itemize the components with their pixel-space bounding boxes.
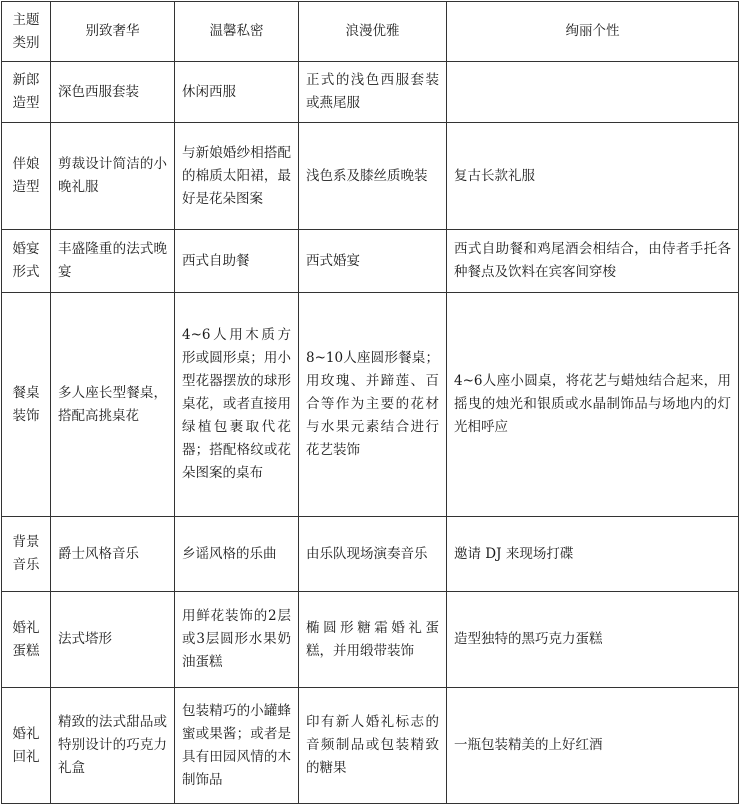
theme-header-romantic: 浪漫优雅 (299, 2, 447, 62)
table-row (2, 123, 739, 230)
theme-header-vivid: 绚丽个性 (447, 2, 739, 62)
table-cell: 印有新人婚礼标志的音频制品或包装精致的糖果 (299, 688, 447, 804)
table-cell: 与新娘婚纱相搭配的棉质太阳裙，最好是花朵图案 (175, 123, 299, 230)
table-cell: 正式的浅色西服套装或燕尾服 (299, 62, 447, 123)
table-cell: 4~6人用木质方形或圆形桌；用小型花器摆放的球形桌花，或者直接用绿植包裹取代花器；搭配格纹或花朵图案的桌布 (175, 293, 299, 517)
table-cell: 丰盛隆重的法式晚宴 (51, 230, 175, 293)
table-cell: 西式自助餐和鸡尾酒会相结合，由侍者手托各种餐点及饮料在宾客间穿梭 (447, 230, 739, 293)
row-category: 伴娘 造型 (2, 123, 51, 230)
row-category: 婚礼 回礼 (2, 688, 51, 804)
table-row (2, 592, 739, 688)
corner-header (2, 2, 51, 62)
table-row (2, 230, 739, 293)
table-cell: 由乐队现场演奏音乐 (299, 517, 447, 592)
table-cell: 爵士风格音乐 (51, 517, 175, 592)
table-cell: 西式自助餐 (175, 230, 299, 293)
table-cell: 剪裁设计简洁的小晚礼服 (51, 123, 175, 230)
table-cell: 包装精巧的小罐蜂蜜或果酱；或者是具有田园风情的木制饰品 (175, 688, 299, 804)
table-cell: 4~6人座小圆桌，将花艺与蜡烛结合起来，用摇曳的烛光和银质或水晶制饰品与场地内的灯光相呼应 (447, 293, 739, 517)
row-category: 餐桌 装饰 (2, 293, 51, 517)
corner-label-line2: 类别 (12, 34, 40, 51)
table-cell: 浅色系及膝丝质晚装 (299, 123, 447, 230)
table-cell: 法式塔形 (51, 592, 175, 688)
wedding-theme-table (1, 1, 739, 804)
table-row (2, 293, 739, 517)
theme-header-cozy: 温馨私密 (175, 2, 299, 62)
header-row (2, 2, 739, 62)
table-row (2, 688, 739, 804)
table-cell: 深色西服套装 (51, 62, 175, 123)
table-cell: 多人座长型餐桌，搭配高挑桌花 (51, 293, 175, 517)
theme-header-luxury: 别致奢华 (51, 2, 175, 62)
row-category: 新郎 造型 (2, 62, 51, 123)
table-cell: 乡谣风格的乐曲 (175, 517, 299, 592)
row-category: 背景 音乐 (2, 517, 51, 592)
row-category: 婚宴 形式 (2, 230, 51, 293)
table-cell: 精致的法式甜品或特别设计的巧克力礼盒 (51, 688, 175, 804)
corner-label-line1: 主题 (12, 11, 40, 28)
table-cell (447, 62, 739, 123)
table-row (2, 517, 739, 592)
table-cell: 造型独特的黑巧克力蛋糕 (447, 592, 739, 688)
table-cell: 一瓶包装精美的上好红酒 (447, 688, 739, 804)
table-cell: 邀请 DJ 来现场打碟 (447, 517, 739, 592)
row-category: 婚礼 蛋糕 (2, 592, 51, 688)
table-cell: 椭圆形糖霜婚礼蛋糕，并用缎带装饰 (299, 592, 447, 688)
table-cell: 休闲西服 (175, 62, 299, 123)
table-cell: 8~10人座圆形餐桌；用玫瑰、并蹄莲、百合等作为主要的花材与水果元素结合进行花艺装饰 (299, 293, 447, 517)
table-row (2, 62, 739, 123)
table-cell: 西式婚宴 (299, 230, 447, 293)
table-cell: 复古长款礼服 (447, 123, 739, 230)
table-cell: 用鲜花装饰的2层或3层圆形水果奶油蛋糕 (175, 592, 299, 688)
